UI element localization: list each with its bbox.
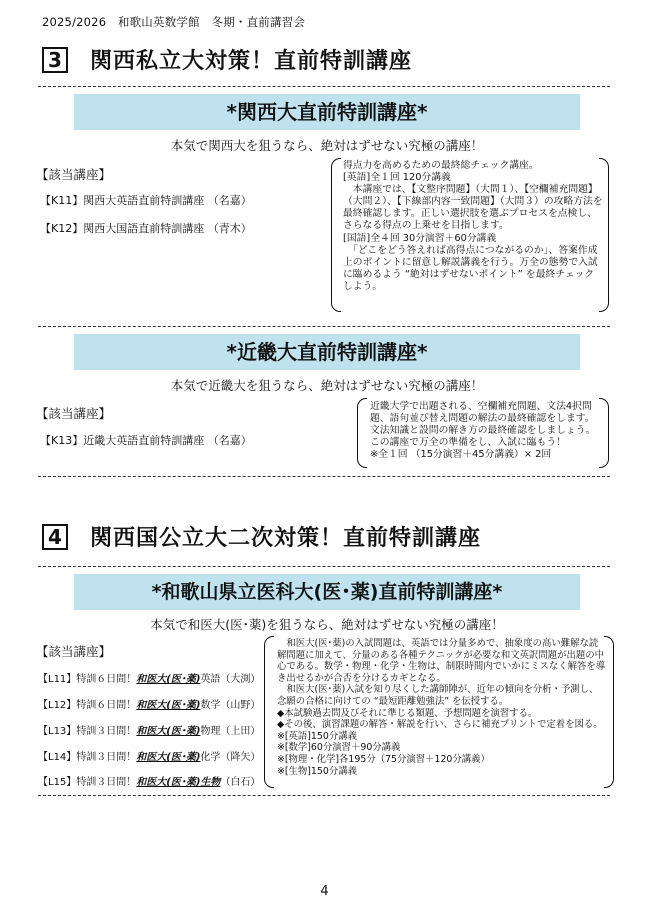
course-lead: 本気で近畿大を狙うなら、絶対はずせない究極の講座！ [170, 378, 484, 393]
divider [38, 476, 610, 477]
page-number: 4 [320, 884, 329, 899]
brace-left [331, 158, 341, 312]
brace-left [357, 398, 367, 468]
section-title: 関西私立大対策！直前特訓講座 [90, 49, 413, 74]
applicable-courses-label: 【該当講座】 [36, 167, 112, 182]
course-description: 和医大(医･薬)の入試問題は、英語では分量多めで、抽象度の高い難解な読解問題に加えて、分量のある各種テクニックが必要な和文英訳問題が出題の中心である。数学・物理・化学・生物は、制限時間内でいかにミスなく解答を導き出せるかが合否を分けるカギとなる。 和医大(医･薬)入試を知り尽くした講師陣が、近年の傾向を分析・予測し、念願の合格に向けての “最短距離勉強法” を伝授する。 ◆本試験過去問及びそれに準じる類題、予想問題を演習する。 ◆その後、演習課題の解答・解説を行い、さらに補充プリントで定着を図る。 ※[英語]150分講義 ※[数学]60分演習＋90分講義 ※[物理・化学]各195分（75分演習＋120分講義） ※[生物]150分講義 [277, 638, 606, 777]
applicable-courses-label: 【該当講座】 [36, 644, 112, 659]
course-banner: *和歌山県立医科大(医･薬)直前特訓講座* [74, 574, 580, 610]
course-item: 【K13】近畿大英語直前特訓講座 （名嘉） [40, 434, 252, 447]
course-item: 【K12】関西大国語直前特訓講座 （青木） [40, 222, 252, 235]
course-item: 【L15】特訓３日間！和医大(医･薬)生物（白石） [38, 777, 261, 788]
course-item: 【K11】関西大英語直前特訓講座 （名嘉） [40, 194, 252, 207]
divider [38, 326, 610, 327]
course-lead: 本気で和医大(医･薬)を狙うなら、絶対はずせない究極の講座！ [150, 617, 504, 632]
section-number: 3 [42, 47, 68, 73]
course-item: 【L11】特訓６日間！和医大(医･薬)英語（大渕） [38, 674, 261, 685]
course-description: 近畿大学で出題される、空欄補充問題、文法4択問題、語句並び替え問題の解法の最終確認をします。文法知識と設問の解き方の最終確認をしましょう。この講座で万全の準備をし、入試に臨もう！ ※全１回 （15分演習＋45分講義）× 2回 [370, 401, 596, 461]
course-banner: *近畿大直前特訓講座* [74, 334, 580, 370]
course-banner: *関西大直前特訓講座* [74, 94, 580, 130]
section-number: 4 [42, 524, 68, 550]
brace-left [264, 636, 274, 788]
applicable-courses-label: 【該当講座】 [36, 406, 112, 421]
divider [38, 566, 610, 567]
course-item: 【L14】特訓３日間！和医大(医･薬)化学（降矢） [38, 752, 261, 763]
document-header: 2025/2026 和歌山英数学館 冬期・直前講習会 [42, 15, 306, 29]
course-description: 得点力を高めるための最終総チェック講座。 [英語]全１回 120分講義 本講座では、【文整序問題】（大問１）、【空欄補充問題】（大問２）、【下線部内容一致問題】（大問３）の攻略方法を最終確認します。正しい選択肢を選ぶプロセスを点検し、さらなる得点の上乗せを目指します。 [国語]全４回 30分演習＋60分講義 「どこをどう答えれば高得点につながるのか」、答案作成上のポイントに留意し解説講義を行う。万全の態勢で入試に臨めるよう “絶対はずせないポイント” を最終チェックしよう。 [343, 160, 603, 292]
course-lead: 本気で関西大を狙うなら、絶対はずせない究極の講座！ [170, 138, 484, 153]
course-item: 【L12】特訓６日間！和医大(医･薬)数学（山野） [38, 700, 261, 711]
divider [38, 795, 610, 796]
section-title: 関西国公立大二次対策！直前特訓講座 [90, 526, 482, 551]
divider [38, 86, 610, 87]
course-item: 【L13】特訓３日間！和医大(医･薬)物理（上田） [38, 726, 261, 737]
